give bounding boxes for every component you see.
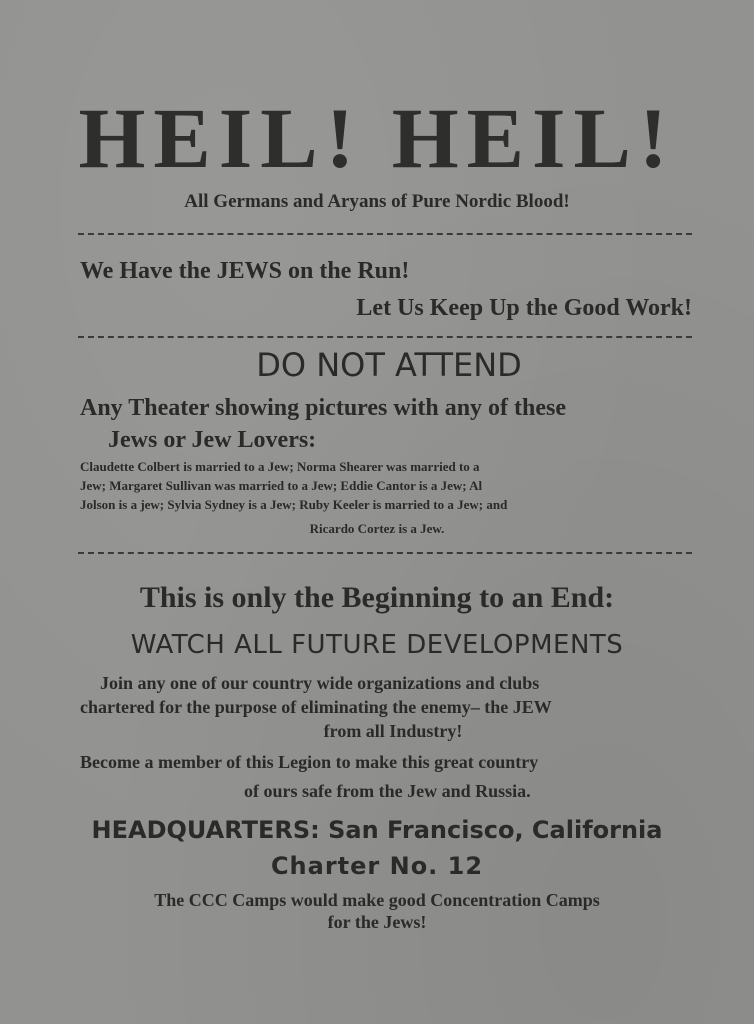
list-line-1: Claudette Colbert is married to a Jew; Norma Shearer was married to a — [80, 459, 480, 474]
theater-line-1: Any Theater showing pictures with any of these — [80, 395, 567, 421]
list-line-3: Jolson is a jew; Sylvia Sydney is a Jew; Ruby Keeler is married to a Jew; and — [80, 497, 508, 512]
beginning-heading: This is only the Beginning to an End: — [139, 581, 615, 614]
headline: HEIL! HEIL! — [78, 90, 676, 186]
list-line-2: Jew; Margaret Sullivan was married to a Jew; Eddie Cantor is a Jew; Al — [80, 478, 483, 493]
join-line-3: from all Industry! — [323, 721, 463, 741]
join-line-2: chartered for the purpose of eliminating the enemy– the JEW — [80, 697, 552, 717]
theater-line-2: Jews or Jew Lovers: — [108, 427, 317, 453]
ccc-line-1: The CCC Camps would make good Concentration Camps — [154, 890, 600, 910]
join-line-1: Join any one of our country wide organizations and clubs — [100, 673, 540, 693]
dashed-divider-1 — [78, 233, 692, 235]
sub-headline: All Germans and Aryans of Pure Nordic Blood! — [184, 191, 570, 212]
dashed-divider-2 — [78, 336, 692, 338]
headquarters-line: HEADQUARTERS: San Francisco, California — [91, 816, 663, 844]
run-line-1: We Have the JEWS on the Run! — [80, 258, 410, 284]
list-line-4: Ricardo Cortez is a Jew. — [309, 521, 445, 536]
member-line-2: of ours safe from the Jew and Russia. — [244, 781, 531, 801]
run-line-2: Let Us Keep Up the Good Work! — [356, 295, 692, 321]
charter-line: Charter No. 12 — [270, 852, 484, 880]
do-not-attend-heading: DO NOT ATTEND — [256, 346, 522, 384]
ccc-line-2: for the Jews! — [327, 912, 427, 932]
watch-heading: WATCH ALL FUTURE DEVELOPMENTS — [130, 630, 624, 660]
member-line-1: Become a member of this Legion to make this great country — [80, 752, 539, 772]
dashed-divider-3 — [78, 552, 692, 554]
